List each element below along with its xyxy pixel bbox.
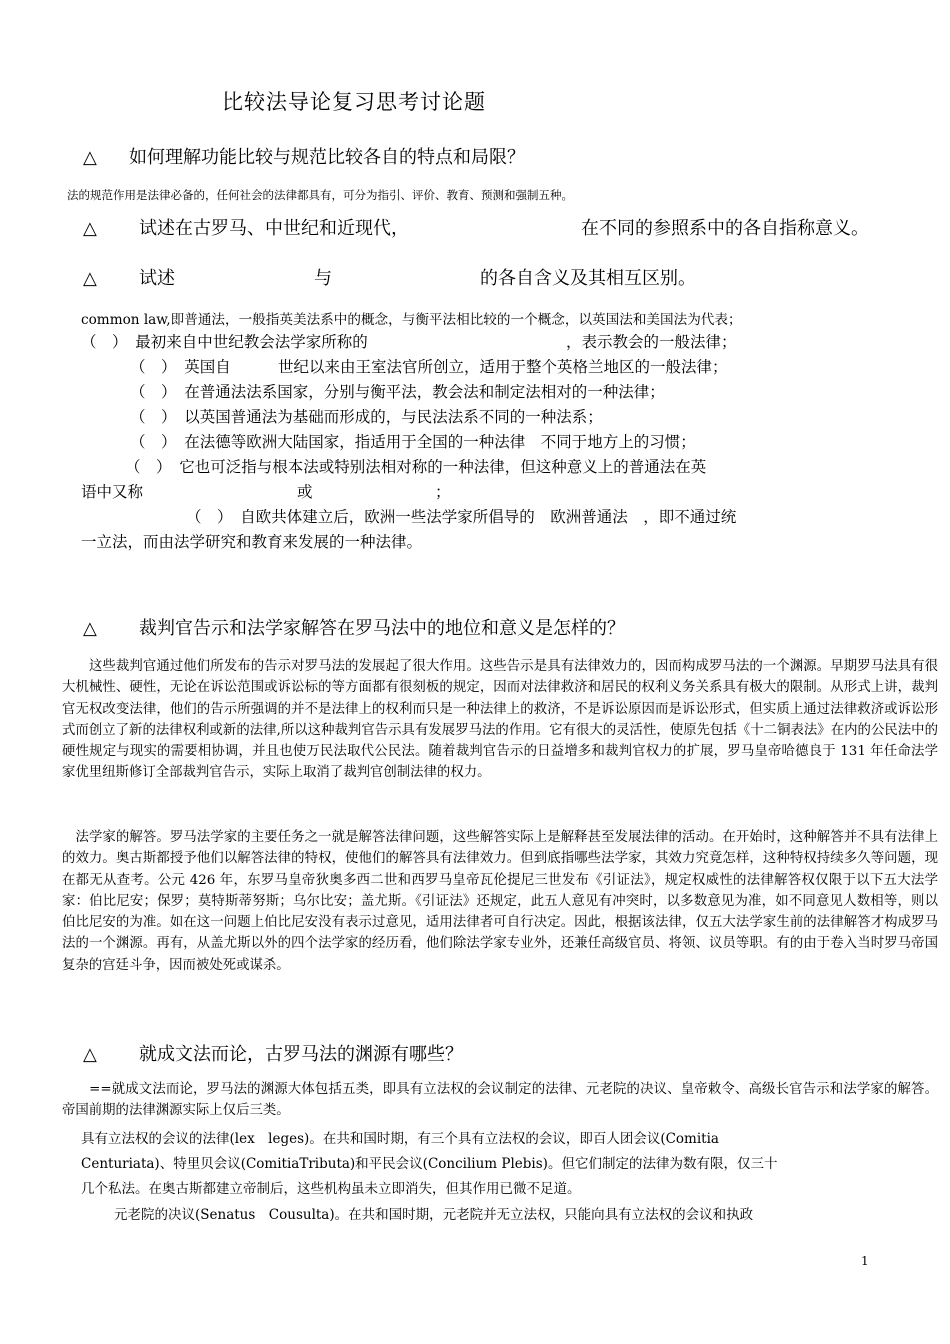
page-number: 1 [861,1254,869,1268]
para5-line1: 元老院的决议(Senatus Cousulta)。在共和国时期，元老院并无立法权，只能向具有立法权的会议和执政 [114,1207,754,1223]
question-4-text: 裁判官告示和法学家解答在罗马法中的地位和意义是怎样的？ [139,618,625,639]
question-3-part2: 与 [314,268,332,289]
question-5 [83,1040,463,1066]
triangle-icon: △ [83,268,97,289]
common-law-intro: common law,即普通法，一般指英美法系中的概念，与衡平法相比较的一个概念，以英国法和美国法为代表； [81,312,742,328]
question-3-part1: 试述 [139,268,175,289]
list-item: （ ） 在法德等欧洲大陆国家，指适用于全国的一种法律 不同于地方上的习惯； [130,433,696,451]
paragraph-jurist-responses: 法学家的解答。罗马法学家的主要任务之一就是解答法律问题，这些解答实际上是解释甚至发展法律的活动。在开始时，这种解答并不具有法律上的效力。奥古斯都授予他们以解答法律的特权，使他们的解答具有法律效力。但到底指哪些法学家，其效力究竟怎样，这种特权持续多久等问题，现在都无从查考。公元 426 年，东罗马皇帝狄奥多西二世和西罗马皇帝瓦伦提尼三世发布《引证法》，规定权威性的法律解答权仅限于以下五大法学家：伯比尼安；保罗；莫特斯蒂努斯；乌尔比安；盖尤斯。《引证法》还规定，此五人意见有冲突时，以多数意见为准，如不同意见人数相等，则以伯比尼安的为准。如在这一问题上伯比尼安没有表示过意见，适用法律者可自行决定。因此，根据该法律，仅五大法学家生前的法律解答才构成罗马法的一个渊源。再有，从盖尤斯以外的四个法学家的经历看，他们除法学家专业外，还兼任高级官员、将领、议员等职。有的由于卷入当时罗马帝国复杂的宫廷斗争，因而被处死或谋杀。 [62,830,938,973]
question-3-part3: 的各自含义及其相互区别。 [480,268,696,289]
list-item: （ ） 自欧共体建立后，欧洲一些法学家所倡导的 欧洲普通法 ，即不通过统 [186,508,737,526]
item-1-a: （ ） 最初来自中世纪教会法学家所称的 [81,333,368,351]
list-item-continuation [81,480,451,502]
question-1-text: 如何理解功能比较与规范比较各自的特点和局限？ [129,147,525,168]
question-2-part1: 试述在古罗马、中世纪和近现代， [139,218,409,239]
note-1: 法的规范作用是法律必备的，任何社会的法律都具有，可分为指引、评价、教育、预测和强制五种。 [67,188,573,202]
list-item: （ ） 以英国普通法为基础而形成的，与民法法系不同的一种法系； [130,408,603,426]
item-2-b: 世纪以来由王室法官所创立，适用于整个英格兰地区的一般法律； [278,358,728,376]
question-3 [83,264,783,290]
triangle-icon: △ [83,618,97,639]
triangle-icon: △ [83,1044,97,1065]
paragraph-sources: ==就成文法而论，罗马法的渊源大体包括五类，即具有立法权的会议制定的法律、元老院的决议、皇帝敕令、高级长官告示和法学家的解答。帝国前期的法律渊源实际上仅后三类。 [62,1082,938,1119]
question-1 [83,143,525,169]
list-item: （ ） 它也可泛指与根本法或特别法相对称的一种法律，但这种意义上的普通法在英 [125,458,707,476]
question-4 [83,614,625,640]
list-item: （ ） 在普通法法系国家，分别与衡平法，教会法和制定法相对的一种法律； [130,383,665,401]
list-item [130,355,728,377]
triangle-icon: △ [83,218,97,239]
list-item [81,330,737,352]
question-5-text: 就成文法而论，古罗马法的渊源有哪些？ [139,1044,463,1065]
item-1-b: ，表示教会的一般法律； [566,333,737,351]
para4-line2: Centuriata)、特里贝会议(ComitiaTributa)和平民会议(Concilium Plebis)。但它们制定的法律为数有限，仅三十 [81,1156,778,1172]
triangle-icon: △ [83,147,97,168]
item-2-a: （ ） 英国自 [130,358,231,376]
question-2-part2: 在不同的参照系中的各自指称意义。 [581,218,869,239]
list-item-continuation: 一立法，而由法学研究和教育来发展的一种法律。 [81,533,423,551]
para4-line3: 几个私法。在奥古斯都建立帝制后，这些机构虽未立即消失，但其作用已微不足道。 [81,1181,581,1197]
item-6-cont-b: 或 [297,483,313,501]
item-6-cont-a: 语中又称 [81,483,144,501]
para4-line1: 具有立法权的会议的法律(lex leges)。在共和国时期，有三个具有立法权的会议，即百人团会议(Comitia [81,1131,719,1147]
page-title: 比较法导论复习思考讨论题 [222,90,486,114]
paragraph-praetor-edicts: 这些裁判官通过他们所发布的告示对罗马法的发展起了很大作用。这些告示是具有法律效力的，因而构成罗马法的一个渊源。早期罗马法具有很大机械性、硬性，无论在诉讼范围或诉讼标的等方面都有很刻板的规定，因而对法律救济和居民的权利义务关系具有极大的限制。从形式上讲，裁判官无权改变法律，他们的告示所强调的并不是法律上的权利而只是一种法律上的救济，不是诉讼原因而是诉讼形式，但实质上通过法律救济或诉讼形式而创立了新的法律权利或新的法律,所以这种裁判官告示具有发展罗马法的作用。它有很大的灵活性，使原先包括《十二铜表法》在内的公民法中的硬性规定与现实的需要相协调，并且也使万民法取代公民法。随着裁判官告示的日益增多和裁判官权力的扩展，罗马皇帝哈德良于 131 年任命法学家优里纽斯修订全部裁判官告示，实际上取消了裁判官创制法律的权力。 [62,659,938,781]
item-6-cont-c: ； [435,483,451,501]
question-2 [83,214,943,240]
